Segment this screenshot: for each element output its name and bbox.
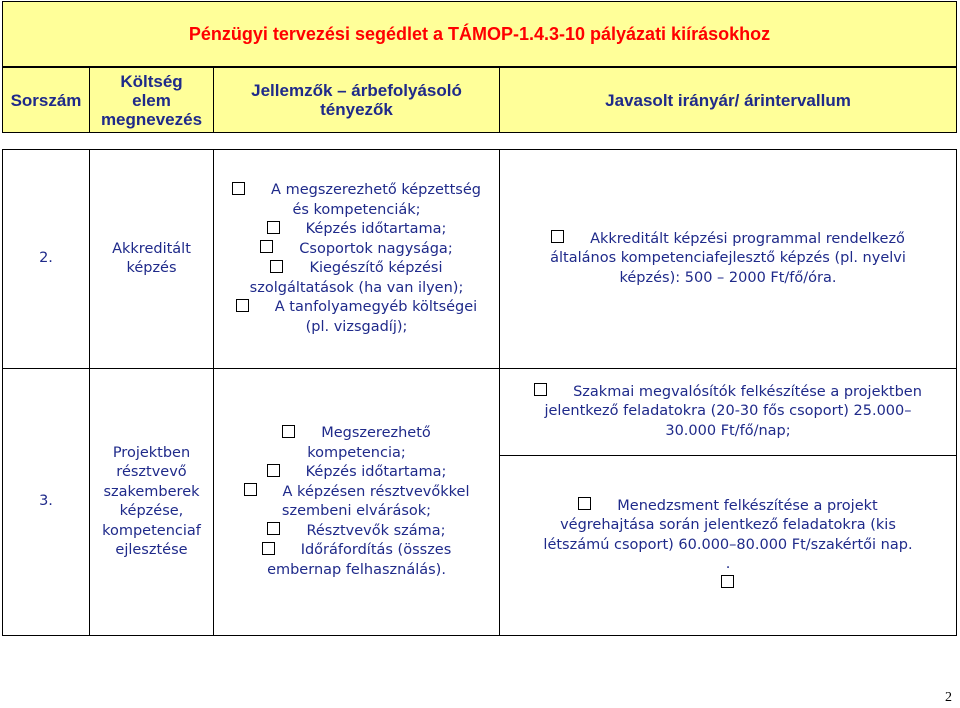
factor-line: A megszerezhető képzettség <box>232 181 481 201</box>
factor-line: Résztvevők száma; <box>267 522 445 542</box>
checkbox-icon <box>270 260 283 273</box>
factor-line: Képzés időtartama; <box>267 220 447 240</box>
factor-line: A tanfolyamegyéb költségei <box>236 298 477 318</box>
checkbox-icon <box>236 299 249 312</box>
price-line: 30.000 Ft/fő/nap; <box>665 422 791 439</box>
price-line: jelentkező feladatokra (20-30 fős csoport) 25.000– <box>544 403 912 420</box>
factor-line: és kompetenciák; <box>292 201 421 218</box>
row2-number <box>2 149 90 369</box>
row-name-line: képzés <box>126 260 177 276</box>
header-sorszam-label: Sorszám <box>10 90 82 110</box>
factor-line: (pl. vizsgadíj); <box>305 318 408 335</box>
checkbox-icon <box>232 182 245 195</box>
price-line: . <box>725 556 731 573</box>
row-name-line: Projektben <box>112 444 191 461</box>
price-line: általános kompetenciafejlesztő képzés (pl. nyelvi <box>550 250 906 267</box>
header-koltseg-line: megnevezés <box>100 109 203 129</box>
factor-line: szolgáltatások (ha van ilyen); <box>249 279 464 296</box>
header-jellemzok-line: Jellemzők – árbefolyásoló <box>251 81 462 100</box>
title-cell <box>2 1 957 67</box>
factor-line: Megszerezhető <box>282 424 431 444</box>
checkbox-icon <box>551 230 564 243</box>
factor-line: embernap felhasználás). <box>267 561 446 578</box>
header-koltseg-line: elem <box>132 90 171 110</box>
header-iranyar-label: Javasolt irányár/ árintervallum <box>605 90 851 110</box>
row-name-line: képzése, <box>119 503 184 519</box>
checkbox-icon <box>260 240 273 253</box>
header-koltseg-line: Költség <box>120 71 183 91</box>
checkbox-icon <box>262 542 275 555</box>
factor-line: Kiegészítő képzési <box>270 259 442 279</box>
row2-price <box>499 149 957 369</box>
factor-line: A képzésen résztvevőkkel <box>244 483 470 503</box>
price-line <box>721 575 734 595</box>
row2-factors <box>213 149 500 369</box>
row-number-text: 2. <box>39 250 53 267</box>
factor-line: kompetencia; <box>307 444 406 461</box>
row3-number <box>2 368 90 636</box>
header-koltseg-elem <box>89 67 214 133</box>
row-name-line: kompetenciaf <box>102 522 201 539</box>
factor-line: Csoportok nagysága; <box>260 240 452 260</box>
row3-price-bottom <box>499 455 957 636</box>
checkbox-icon <box>267 221 280 234</box>
header-iranyar <box>499 67 957 133</box>
checkbox-icon <box>534 383 547 396</box>
factor-line: szembeni elvárások; <box>281 503 432 519</box>
header-sorszam <box>2 67 90 133</box>
header-jellemzok-line: tényezők <box>320 100 393 119</box>
row-name-line: Akkreditált <box>112 240 191 257</box>
header-jellemzok <box>213 67 500 133</box>
page-title: Pénzügyi tervezési segédlet a TÁMOP-1.4.3-10 pályázati kiírásokhoz <box>188 23 771 44</box>
checkbox-icon <box>721 575 734 588</box>
factor-line: Időráfordítás (összes <box>262 541 452 561</box>
row3-factors <box>213 368 500 636</box>
checkbox-icon <box>267 522 280 535</box>
price-line: végrehajtása során jelentkező feladatokra (kis <box>560 517 896 534</box>
checkbox-icon <box>282 425 295 438</box>
page-number: 2 <box>945 690 952 705</box>
row-name-line: résztvevő <box>116 464 187 480</box>
factor-line: Képzés időtartama; <box>267 463 447 483</box>
checkbox-icon <box>267 464 280 477</box>
price-line: képzés): 500 – 2000 Ft/fő/óra. <box>619 269 837 286</box>
checkbox-icon <box>244 483 257 496</box>
row3-name <box>89 368 214 636</box>
price-line: Akkreditált képzési programmal rendelkező <box>551 230 905 250</box>
row-number-text: 3. <box>39 493 53 510</box>
row-name-line: ejlesztése <box>115 542 188 558</box>
price-line: létszámú csoport) 60.000–80.000 Ft/szakértői nap. <box>543 536 913 553</box>
price-line: Szakmai megvalósítók felkészítése a projektben <box>534 383 922 403</box>
price-line: Menedzsment felkészítése a projekt <box>578 497 877 517</box>
row-name-line: szakemberek <box>103 483 200 500</box>
row2-name <box>89 149 214 369</box>
row3-price-top <box>499 368 957 456</box>
checkbox-icon <box>578 497 591 510</box>
